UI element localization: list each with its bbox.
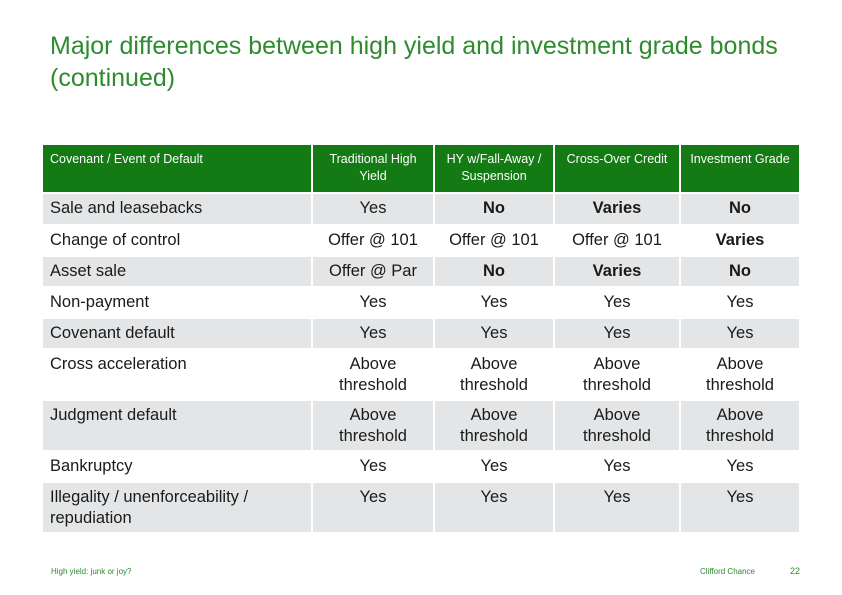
header-investment-grade: Investment Grade bbox=[681, 145, 799, 192]
table-cell: Yes bbox=[313, 452, 433, 481]
table-row bbox=[43, 288, 799, 317]
row-label: Cross acceleration bbox=[43, 350, 311, 399]
table-row bbox=[43, 452, 799, 481]
comparison-table bbox=[41, 143, 801, 534]
table-cell: Yes bbox=[681, 452, 799, 481]
row-label: Sale and leasebacks bbox=[43, 194, 311, 224]
table-cell: Above threshold bbox=[435, 401, 553, 450]
table-cell: Yes bbox=[555, 483, 679, 532]
row-label: Change of control bbox=[43, 226, 311, 255]
row-label: Covenant default bbox=[43, 319, 311, 348]
footer-brand: Clifford Chance bbox=[700, 567, 755, 576]
table-cell: Varies bbox=[555, 257, 679, 286]
table-cell: Above threshold bbox=[555, 350, 679, 399]
table-row bbox=[43, 401, 799, 450]
table-cell: No bbox=[435, 257, 553, 286]
row-label: Illegality / unenforceability / repudiation bbox=[43, 483, 311, 532]
header-covenant: Covenant / Event of Default bbox=[43, 145, 311, 192]
header-hy-fall-away: HY w/Fall-Away / Suspension bbox=[435, 145, 553, 192]
table-cell: Yes bbox=[313, 194, 433, 224]
table-cell: Above threshold bbox=[435, 350, 553, 399]
table-cell: Above threshold bbox=[555, 401, 679, 450]
table-cell: Yes bbox=[555, 319, 679, 348]
table-cell: Yes bbox=[313, 483, 433, 532]
footer-title: High yield: junk or joy? bbox=[51, 567, 132, 576]
table-cell: Offer @ 101 bbox=[435, 226, 553, 255]
table-cell: No bbox=[681, 257, 799, 286]
row-label: Bankruptcy bbox=[43, 452, 311, 481]
table-cell: Offer @ 101 bbox=[555, 226, 679, 255]
table-cell: Yes bbox=[313, 319, 433, 348]
table-cell: Varies bbox=[681, 226, 799, 255]
table-cell: Offer @ 101 bbox=[313, 226, 433, 255]
page-title: Major differences between high yield and investment grade bonds (continued) bbox=[50, 32, 778, 92]
table-cell: Yes bbox=[681, 483, 799, 532]
table-cell: Varies bbox=[555, 194, 679, 224]
header-traditional-high-yield: Traditional High Yield bbox=[313, 145, 433, 192]
table-row bbox=[43, 257, 799, 286]
table-cell: Above threshold bbox=[313, 350, 433, 399]
table-row bbox=[43, 350, 799, 399]
table-cell: Yes bbox=[313, 288, 433, 317]
table-cell: Above threshold bbox=[681, 401, 799, 450]
page-number: 22 bbox=[790, 566, 801, 576]
table-cell: Yes bbox=[681, 288, 799, 317]
table-cell: No bbox=[681, 194, 799, 224]
header-cross-over-credit: Cross-Over Credit bbox=[555, 145, 679, 192]
table-cell: Yes bbox=[435, 452, 553, 481]
table-cell: Yes bbox=[555, 452, 679, 481]
table-cell: Yes bbox=[555, 288, 679, 317]
table-cell: Yes bbox=[435, 319, 553, 348]
table-row bbox=[43, 319, 799, 348]
table-row bbox=[43, 226, 799, 255]
table-cell: Yes bbox=[435, 288, 553, 317]
table-row bbox=[43, 483, 799, 532]
row-label: Non-payment bbox=[43, 288, 311, 317]
row-label: Asset sale bbox=[43, 257, 311, 286]
table-row bbox=[43, 194, 799, 224]
table-cell: Above threshold bbox=[313, 401, 433, 450]
table-cell: Yes bbox=[435, 483, 553, 532]
table-cell: Above threshold bbox=[681, 350, 799, 399]
table-cell: Offer @ Par bbox=[313, 257, 433, 286]
table-cell: Yes bbox=[681, 319, 799, 348]
table-header-row bbox=[43, 145, 799, 192]
table-cell: No bbox=[435, 194, 553, 224]
row-label: Judgment default bbox=[43, 401, 311, 450]
